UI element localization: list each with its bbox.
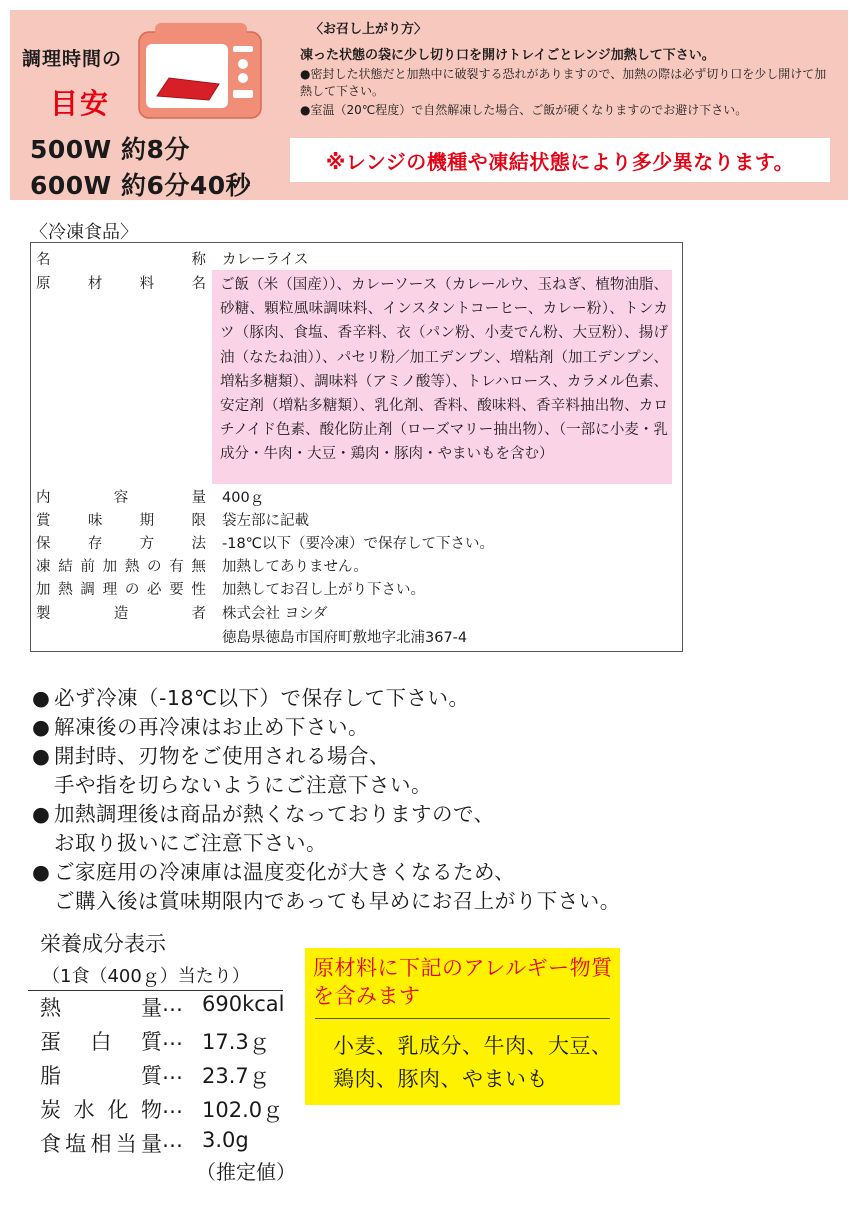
storage-note: [32, 800, 495, 858]
how-to-eat-note: ●室温（20℃程度）で自然解凍した場合、ご飯が硬くなりますのでお避け下さい。: [300, 103, 748, 117]
nutrition-key-char: 炭: [40, 1098, 61, 1122]
note-text-continued: ご購入後は賞味期限内であっても早めにお召上がり下さい。: [54, 889, 621, 913]
nutrition-value: 690kcal: [202, 992, 285, 1016]
label-row-value: -18℃以下（要冷凍）で保存して下さい。: [222, 536, 494, 552]
nutrition-key: [40, 1128, 162, 1158]
nutrition-key-char: 食: [40, 1132, 61, 1156]
label-key-char: 味: [87, 513, 103, 529]
nutrition-title: 栄養成分表示: [40, 932, 166, 956]
label-key-char: 料: [139, 276, 155, 292]
label-key-char: 方: [139, 536, 155, 552]
nutrition-key-char: 質: [141, 1030, 162, 1054]
nutrition-row: [40, 1128, 249, 1158]
storage-note: [32, 742, 432, 800]
label-row-key: [36, 532, 206, 553]
nutrition-key-char: 脂: [40, 1064, 61, 1088]
label-key-char: 要: [169, 582, 184, 598]
bullet-icon: ●: [32, 802, 51, 826]
bullet-icon: ●: [32, 686, 51, 710]
label-key-char: 製: [36, 606, 51, 622]
label-row-key: [36, 248, 206, 269]
bullet-icon: ●: [32, 860, 51, 884]
note-text-continued: お取り扱いにご注意下さい。: [54, 831, 327, 855]
nutrition-key: [40, 1026, 162, 1056]
nutrition-key-char: 蛋: [40, 1030, 61, 1054]
nutrition-key-char: 量: [141, 996, 162, 1020]
label-row-key: [36, 602, 206, 623]
label-key-char: 限: [191, 513, 206, 529]
nutrition-key: [40, 1094, 162, 1124]
label-row-key: [36, 578, 206, 599]
nutrition-row: [40, 992, 285, 1022]
nutrition-value: 102.0ｇ: [202, 1098, 284, 1122]
label-row-key: [36, 272, 206, 293]
nutrition-dots: …: [162, 1128, 183, 1152]
label-key-char: 凍: [36, 559, 51, 575]
warning-box: [290, 138, 830, 182]
storage-note: [32, 684, 470, 713]
manufacturer-address: 徳島県徳島市国府町敷地字北浦367-4: [222, 630, 468, 646]
allergy-box: [305, 948, 620, 1105]
microwave-icon: [137, 20, 263, 122]
nutrition-row: [40, 1094, 283, 1124]
label-key-char: 有: [169, 559, 184, 575]
label-key-char: 造: [113, 606, 129, 622]
nutrition-dots: …: [162, 1026, 183, 1050]
label-key-char: 容: [113, 490, 129, 506]
label-key-char: 性: [191, 582, 206, 598]
label-key-char: 熱: [124, 559, 140, 575]
how-to-eat-title: 〈お召し上がり方〉: [310, 22, 428, 37]
label-row-value: 加熱してありません。: [222, 559, 368, 575]
label-key-char: 必: [147, 582, 162, 598]
label-key-char: 存: [87, 536, 103, 552]
label-key-char: の: [147, 559, 162, 575]
warning-text: ※レンジの機種や凍結状態により多少異なります。: [325, 149, 795, 174]
note-text: 解凍後の再冷凍はお止め下さい。: [54, 715, 369, 739]
frozen-food-heading: 〈冷凍食品〉: [30, 222, 138, 243]
nutrition-value: 23.7ｇ: [202, 1064, 270, 1088]
nutrition-key-char: 化: [107, 1098, 129, 1122]
label-key-char: 原: [36, 276, 51, 292]
bullet-icon: ●: [32, 744, 51, 768]
label-key-char: 結: [58, 559, 73, 575]
label-row-value: 400ｇ: [222, 490, 265, 506]
label-key-char: 材: [87, 276, 103, 292]
label-key-char: 期: [139, 513, 155, 529]
nutrition-dots: …: [162, 1060, 183, 1084]
note-text-continued: 手や指を切らないようにご注意下さい。: [54, 773, 432, 797]
label-key-char: 内: [36, 490, 51, 506]
label-key-char: 者: [191, 606, 206, 622]
label-row-value: 袋左部に記載: [222, 513, 309, 529]
label-key-char: 加: [102, 559, 118, 575]
nutrition-estimate-note: （推定値）: [196, 1160, 296, 1184]
nutrition-key-char: 物: [140, 1098, 162, 1122]
label-key-char: 無: [191, 559, 206, 575]
label-row-key: [36, 486, 206, 507]
nutrition-key-char: 白: [90, 1030, 112, 1054]
label-key-char: 法: [191, 536, 206, 552]
label-key-char: 熱: [58, 582, 73, 598]
nutrition-key: [40, 992, 162, 1022]
nutrition-value: 17.3ｇ: [202, 1030, 270, 1054]
nutrition-key-char: 塩: [65, 1132, 87, 1156]
nutrition-key: [40, 1060, 162, 1090]
label-key-char: 名: [191, 276, 206, 292]
note-text: 加熱調理後は商品が熱くなっておりますので、: [54, 802, 495, 826]
nutrition-value: 3.0g: [202, 1128, 249, 1152]
divider: [28, 990, 283, 991]
how-to-eat-note: ●密封した状態だと加熱中に破裂する恐れがありますので、加熱の際は必ず切り口を少し開けて加熱して下さい。: [300, 67, 827, 98]
power-600w-time: 600W 約6分40秒: [30, 171, 252, 200]
how-to-eat-main: 凍った状態の袋に少し切り口を開けトレイごとレンジ加熱して下さい。: [300, 48, 715, 63]
ingredients-value: ご飯（米（国産））、カレーソース（カレールウ、玉ねぎ、植物油脂、砂糖、顆粒風味調味料、インスタントコーヒー、カレー粉）、トンカツ（豚肉、食塩、香辛料、衣（パン粉、小麦でん粉、大豆粉）、揚げ油（なたね油））、パセリ粉／加工デンプン、増粘剤（加工デンプン、増粘多糖類）、調味料（アミノ酸等）、トレハロース、カラメル色素、安定剤（増粘多糖類）、乳化剤、香料、酸味料、香辛料抽出物、カロチノイド色素、酸化防止剤（ローズマリー抽出物）、（一部に小麦・乳成分・牛肉・大豆・鶏肉・豚肉・やまいもを含む）: [220, 277, 668, 463]
label-key-char: 理: [102, 582, 118, 598]
nutrition-row: [40, 1026, 270, 1056]
label-key-char: 加: [36, 582, 51, 598]
label-key-char: 名: [36, 252, 51, 268]
nutrition-key-char: 量: [141, 1132, 162, 1156]
label-key-char: の: [124, 582, 140, 598]
storage-note: [32, 858, 621, 916]
ingredients-highlight: [212, 270, 672, 484]
label-key-char: 量: [191, 490, 206, 506]
label-row-key: [36, 509, 206, 530]
note-text: 必ず冷凍（-18℃以下）で保存して下さい。: [54, 686, 470, 710]
label-key-char: 保: [36, 536, 51, 552]
power-500w-time: 500W 約8分: [30, 135, 190, 164]
nutrition-key-char: 水: [73, 1098, 95, 1122]
note-text: 開封時、刃物をご使用される場合、: [54, 744, 390, 768]
label-key-char: 称: [191, 252, 206, 268]
note-text: ご家庭用の冷凍庫は温度変化が大きくなるため、: [54, 860, 516, 884]
label-key-char: 調: [80, 582, 95, 598]
nutrition-key-char: 熱: [40, 996, 61, 1020]
divider: [315, 1018, 610, 1019]
nutrition-key-char: 当: [115, 1132, 137, 1156]
label-row-key: [36, 555, 206, 576]
nutrition-dots: …: [162, 1094, 183, 1118]
label-row-value: 加熱してお召し上がり下さい。: [222, 582, 425, 598]
heating-guide-label: 目安: [50, 87, 111, 120]
nutrition-key-char: 相: [90, 1132, 112, 1156]
label-row-value: 株式会社 ヨシダ: [222, 606, 328, 622]
nutrition-key-char: 質: [141, 1064, 162, 1088]
label-key-char: 賞: [36, 513, 51, 529]
allergy-title: 原材料に下記のアレルギー物質を含みます: [313, 956, 613, 1008]
nutrition-row: [40, 1060, 270, 1090]
nutrition-serving: （1食（400ｇ）当たり）: [42, 966, 250, 987]
label-row-value: カレーライス: [222, 252, 309, 268]
allergy-items: 小麦、乳成分、牛肉、大豆、鶏肉、豚肉、やまいも: [333, 1034, 613, 1091]
heating-time-title: 調理時間の: [22, 48, 123, 70]
label-key-char: 前: [80, 559, 95, 575]
nutrition-dots: …: [162, 992, 183, 1016]
bullet-icon: ●: [32, 715, 51, 739]
storage-note: [32, 713, 369, 742]
